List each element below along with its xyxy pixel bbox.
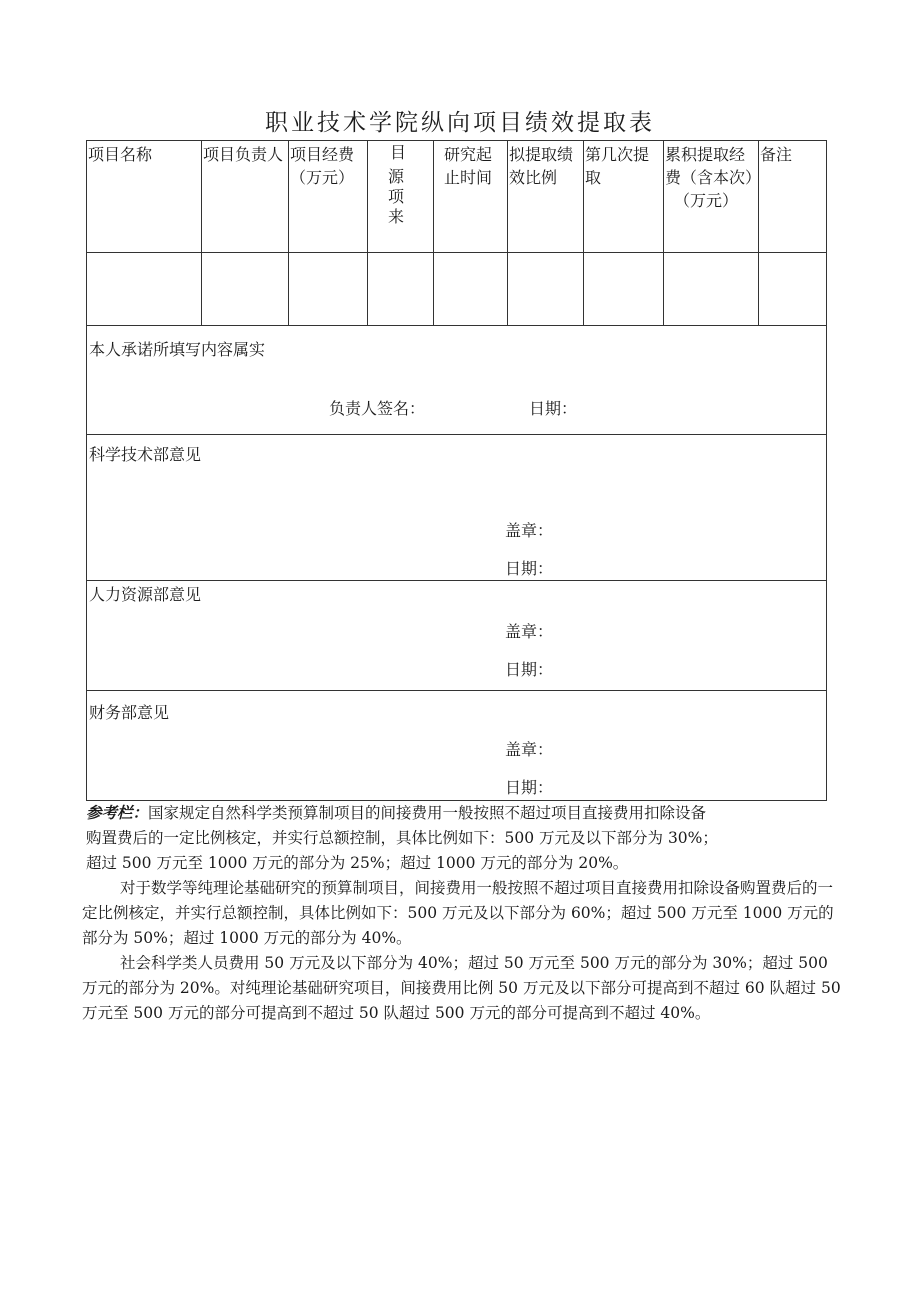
commitment-section[interactable] — [87, 326, 827, 435]
hr-section[interactable] — [87, 581, 827, 691]
science-seal-label: 盖章： — [505, 521, 554, 540]
commitment-row — [87, 326, 827, 435]
cell-cumulative[interactable] — [664, 253, 759, 326]
commitment-text: 本人承诺所填写内容属实 — [89, 340, 266, 359]
cell-remarks[interactable] — [759, 253, 827, 326]
header-remarks: 备注 — [760, 145, 793, 164]
performance-form-table — [86, 140, 827, 801]
header-ratio: 拟提取绩效比例 — [509, 145, 574, 187]
finance-row — [87, 691, 827, 801]
header-period: 研究起止时间 — [444, 145, 493, 187]
header-project-source — [368, 141, 433, 227]
signature-label: 负责人签名： — [329, 399, 426, 418]
header-row — [87, 141, 827, 253]
finance-section[interactable] — [87, 691, 827, 801]
science-row — [87, 435, 827, 581]
science-label: 科学技术部意见 — [89, 445, 202, 464]
notes-p1-line3: 超过 500 万元至 1000 万元的部分为 25%；超过 1000 万元的部分为 20%。 — [86, 854, 629, 872]
finance-date-label: 日期： — [505, 778, 554, 797]
hr-row — [87, 581, 827, 691]
finance-seal-label: 盖章： — [505, 740, 554, 759]
cell-ratio[interactable] — [508, 253, 584, 326]
notes-p1-line2: 购置费后的一定比例核定，并实行总额控制，具体比例如下：500 万元及以下部分为 30%； — [86, 829, 718, 847]
header-funding: 项目经费（万元） — [290, 145, 355, 187]
cell-funding[interactable] — [289, 253, 368, 326]
header-cumulative: 累积提取经费（含本次） — [665, 145, 762, 187]
cell-leader[interactable] — [202, 253, 289, 326]
science-section[interactable] — [87, 435, 827, 581]
header-cumulative-unit: （万元） — [674, 191, 739, 210]
header-source-char-2: 源 — [388, 167, 405, 186]
form-title: 职业技术学院纵向项目绩效提取表 — [265, 110, 655, 136]
header-source-char-4: 来 — [388, 207, 405, 226]
hr-label: 人力资源部意见 — [89, 585, 202, 604]
header-source-char-3: 项 — [388, 187, 405, 206]
header-times: 第几次提取 — [585, 145, 650, 187]
reference-notes — [82, 800, 846, 1026]
science-date-label: 日期： — [505, 559, 554, 578]
notes-p2: 对于数学等纯理论基础研究的预算制项目，间接费用一般按照不超过项目直接费用扣除设备购置费后的一定比例核定，并实行总额控制，具体比例如下：500 万元及以下部分为 60%；超过 500 万元至 1000 万元的部分为 50%；超过 1000 万元的部分为 40%。 — [82, 879, 834, 947]
cell-times[interactable] — [584, 253, 664, 326]
data-row — [87, 253, 827, 326]
cell-period[interactable] — [434, 253, 508, 326]
header-source-char-1: 目 — [390, 143, 407, 162]
cell-source[interactable] — [368, 253, 434, 326]
finance-label: 财务部意见 — [89, 703, 170, 722]
cell-project-name[interactable] — [87, 253, 202, 326]
hr-seal-label: 盖章： — [505, 622, 554, 641]
hr-date-label: 日期： — [505, 660, 554, 679]
header-leader: 项目负责人 — [203, 145, 284, 164]
header-project-name: 项目名称 — [88, 145, 153, 164]
commitment-date-label: 日期： — [529, 399, 578, 418]
notes-p1 — [86, 800, 846, 826]
notes-label: 参考栏： — [86, 803, 149, 822]
notes-p1-line1: 国家规定自然科学类预算制项目的间接费用一般按照不超过项目直接费用扣除设备 — [148, 804, 707, 822]
notes-p3: 社会科学类人员费用 50 万元及以下部分为 40%；超过 50 万元至 500 万元的部分为 30%；超过 500 万元的部分为 20%。对纯理论基础研究项目，间接费用比例 50 万元及以下部分可提高到不超过 60 队超过 50 万元至 500 万元的部分可提高到不超过 50 队超过 500 万元的部分可提高到不超过 40%。 — [82, 954, 841, 1022]
